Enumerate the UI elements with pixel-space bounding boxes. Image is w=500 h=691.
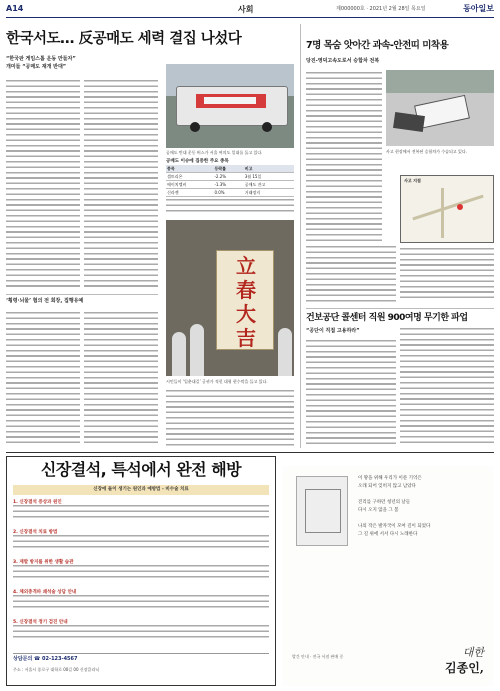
bus-wheel bbox=[190, 122, 200, 132]
book-ad-footer: 발간 안내 · 전국 서점 판매 중 bbox=[292, 654, 344, 659]
crash-photo bbox=[386, 70, 494, 146]
ad-block-text bbox=[13, 535, 269, 551]
book-cover bbox=[296, 476, 348, 546]
bus-banner-text-area bbox=[204, 97, 256, 104]
book-cover-frame bbox=[305, 489, 341, 533]
bus-photo-caption: 공매도 반대 운동 버스가 서울 여의도 일대를 돌고 있다. bbox=[166, 150, 263, 155]
newspaper-logo: 동아일보 bbox=[463, 3, 494, 13]
divider bbox=[306, 308, 494, 309]
main-subhead-2: 개미들 “공매도 재개 반대” bbox=[6, 64, 67, 70]
issue-date: 제000000호 · 2021년 2월 28일 목요일 bbox=[336, 6, 426, 12]
table-cell: 셀트리온 bbox=[166, 173, 213, 181]
ad-block-text bbox=[13, 625, 269, 641]
poem-line: 진리를 구하던 청년의 날들 bbox=[358, 500, 411, 505]
banner-char: 立 bbox=[236, 254, 256, 278]
ad-block-heading: 1. 신장결석 증상과 원인 bbox=[13, 500, 62, 505]
ad-block bbox=[13, 559, 269, 581]
main-article-body-col1 bbox=[6, 80, 80, 290]
poem-line: 오래 되어 잊히지 않고 남았다 bbox=[358, 484, 416, 489]
labor-body-col2 bbox=[400, 328, 494, 446]
main-subhead-1: “한국판 게임스톱 운동 만들자” bbox=[6, 56, 76, 62]
author-signature: 대한 bbox=[462, 646, 484, 659]
crowd-photo-caption: 시민들이 ‘입춘대길’ 글귀가 적힌 대형 현수막을 들고 있다. bbox=[166, 379, 268, 384]
table-cell: 0.0% bbox=[213, 189, 243, 197]
ad-block bbox=[13, 499, 269, 521]
bus-photo bbox=[166, 64, 294, 148]
table-row bbox=[166, 173, 294, 181]
vehicle bbox=[393, 112, 425, 132]
map-road bbox=[412, 195, 483, 221]
bus-wheel bbox=[262, 122, 272, 132]
page-number: A14 bbox=[6, 4, 24, 13]
ad-address: 주소 : 서울시 종로구 대학로 00길 00 신장클리닉 bbox=[13, 667, 100, 672]
ad-block bbox=[13, 589, 269, 611]
divider bbox=[6, 294, 158, 295]
table-row bbox=[166, 181, 294, 189]
table-cell: 거래정지 bbox=[244, 189, 294, 197]
ad-block bbox=[13, 619, 269, 641]
ad-block-heading: 5. 신장결석 정기 검진 안내 bbox=[13, 620, 68, 625]
event-body-col2 bbox=[84, 312, 158, 446]
event-body-col1 bbox=[6, 312, 80, 446]
banner-char: 春 bbox=[236, 278, 256, 302]
ad-phone: 상담문의 ☎ 02-123-4567 bbox=[13, 653, 269, 663]
poem-line: 다시 오지 않을 그 봄 bbox=[358, 508, 399, 513]
main-headline: 한국서도… 反공매도 세력 결집 나섰다 bbox=[6, 31, 242, 47]
ad-title: 신장결석, 특석에서 완전 해방 bbox=[40, 460, 242, 479]
map-title: 사고 지점 bbox=[404, 178, 421, 183]
ad-band: 신장에 돌이 생기는 원인과 예방법 - 비수술 치료 bbox=[13, 485, 269, 495]
table-cell: -1.3% bbox=[213, 181, 243, 189]
labor-body-col1 bbox=[306, 340, 396, 446]
accident-body-col2 bbox=[306, 246, 396, 302]
author-name: 김종인, bbox=[445, 661, 484, 675]
accident-body-col1 bbox=[306, 72, 382, 242]
event-subhead: ‘횡령·뇌물’ 혐의 전 회장, 집행유예 bbox=[6, 298, 84, 304]
table-row bbox=[166, 189, 294, 197]
crash-photo-caption: 사고 현장에서 전복된 승합차가 수습되고 있다. bbox=[386, 149, 468, 154]
book-advertisement bbox=[282, 466, 494, 686]
labor-headline: 건보공단 콜센터 직원 900여명 무기한 파업 bbox=[306, 313, 468, 323]
ad-block-heading: 3. 재발 방지를 위한 생활 습관 bbox=[13, 560, 74, 565]
column-divider bbox=[300, 24, 301, 448]
person bbox=[278, 328, 292, 376]
main-article-body-col2 bbox=[84, 80, 158, 290]
ad-block bbox=[13, 529, 269, 551]
clinic-advertisement bbox=[6, 456, 276, 686]
person bbox=[190, 324, 204, 376]
event-body-col3 bbox=[166, 390, 294, 446]
ad-block-heading: 4. 체외충격파 쇄석술 상담 안내 bbox=[13, 590, 77, 595]
stock-table-title: 공매도 이슈에 집중한 주요 종목 bbox=[166, 159, 229, 164]
section-name: 사회 bbox=[238, 5, 254, 14]
ad-block-text bbox=[13, 505, 269, 521]
table-cell: 에이치엘비 bbox=[166, 181, 213, 189]
accident-body-col3 bbox=[400, 248, 494, 302]
table-cell: 신라젠 bbox=[166, 189, 213, 197]
table-note-lines bbox=[166, 199, 294, 215]
calligraphy-banner bbox=[216, 250, 274, 350]
table-header: 등락률 bbox=[213, 165, 243, 173]
banner-char: 大 bbox=[236, 302, 256, 326]
crowd-photo bbox=[166, 220, 294, 376]
poem-line: 나의 작은 발자국이 모여 길이 되었다 bbox=[358, 524, 431, 529]
poem-line: 그 길 위에 서서 다시 노래한다 bbox=[358, 532, 418, 537]
ad-block-text bbox=[13, 565, 269, 581]
stock-table bbox=[166, 158, 294, 214]
table-cell: 3월 15일 bbox=[244, 173, 294, 181]
map-marker-icon bbox=[457, 204, 463, 210]
ad-block-text bbox=[13, 595, 269, 611]
ad-block-heading: 2. 신장결석 치료 방법 bbox=[13, 530, 58, 535]
page-header bbox=[6, 4, 494, 18]
accident-headline: 7명 목숨 앗아간 과속-안전띠 미착용 bbox=[306, 40, 449, 51]
table-cell: 공매도 잔고 bbox=[244, 181, 294, 189]
person bbox=[172, 332, 186, 376]
map-road bbox=[441, 188, 444, 238]
poem-line: 이 땅을 위해 우리가 이룬 기억은 bbox=[358, 476, 422, 481]
table-header: 비고 bbox=[244, 165, 294, 173]
table-header: 종목 bbox=[166, 165, 213, 173]
banner-char: 吉 bbox=[236, 326, 256, 350]
labor-subhead: “공단이 직접 고용하라” bbox=[306, 328, 360, 334]
accident-subhead: 당진-영덕고속도로서 승합차 전복 bbox=[306, 58, 380, 64]
accident-map bbox=[400, 175, 494, 243]
table-cell: -2.2% bbox=[213, 173, 243, 181]
